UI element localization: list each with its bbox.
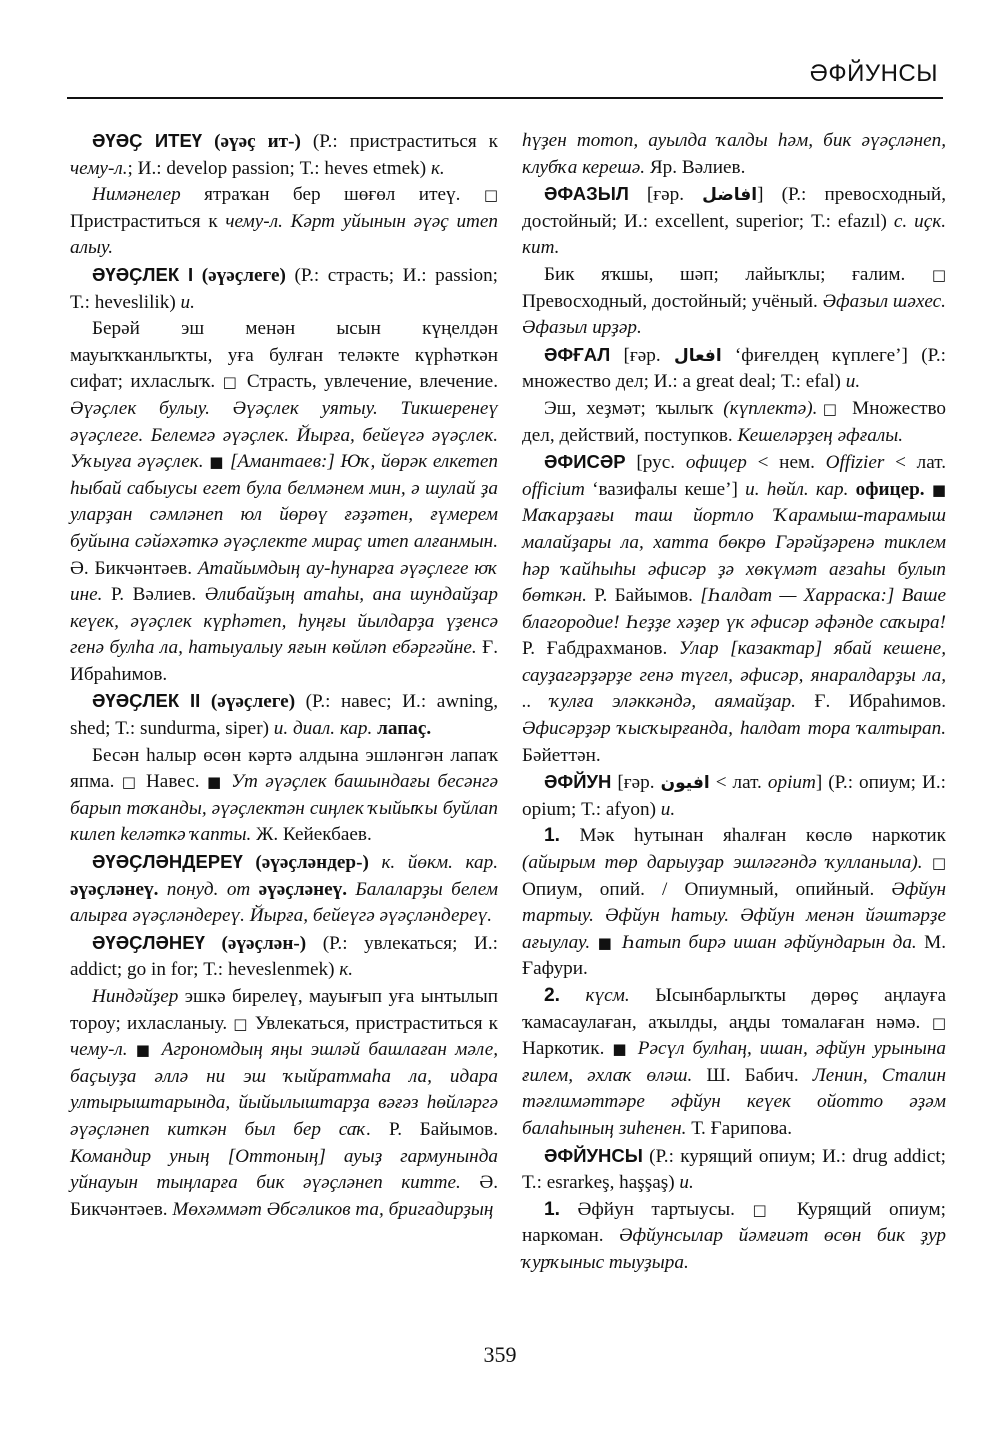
- left-column: [70, 128, 498, 1223]
- filled-square-icon: ■: [931, 480, 947, 499]
- open-square-icon: □: [121, 773, 139, 792]
- entry-afyunsy: ӘФЙУНСЫ (Р.: курящий опиум; И.: drug addict; Т.: esrarkeş, haşşaş) и.: [522, 1144, 946, 1194]
- grammatical-form: (әүәҫләндер-): [255, 852, 369, 874]
- part-of-speech: и.: [660, 798, 676, 820]
- definition: Бесән һалыр өсөн кәртә алдына эшләнгән лапаҡ япма. □ Навес. ■ Ут әүәҫлек башындағы бесәнгә барып тоҡанды, әүәҫлектән сиңлек ҡыйыҡы буйлап килеп keләткә ҡапты. Ж. Кейекбаев.: [70, 744, 498, 846]
- headword: ӘҮӘҪЛӘНЕҮ: [92, 931, 205, 953]
- filled-square-icon: ■: [206, 773, 224, 792]
- headword: ӘҮӘҪЛЕК I: [92, 263, 194, 285]
- citation-author: Ш. Бабич.: [692, 1064, 813, 1086]
- grammatical-form: (әүәҫлеге): [201, 264, 286, 286]
- citation: Рәсүл булһаң, ишан, әфйун урынына ғилем, әхлаҡ өләш.: [522, 1038, 946, 1086]
- entry-auaslaneu: ӘҮӘҪЛӘНЕҮ (әүәҫлән-) (Р.: увлекаться; И.: addict; go in for; Т.: heveslenmek) к.: [70, 931, 499, 981]
- open-square-icon: □: [931, 854, 946, 873]
- headword: ӘФЙУН: [544, 771, 612, 793]
- definition: Нимәнелер ятраҡан бер шөғөл итеү. □ Пристраститься к чему-л. Кәрт уйынын әүәҫ итеп алыу.: [70, 184, 499, 259]
- example: Әфйун тартыу. Әфйун һатыу. Әфйун менән йәштәрҙе ағыулау.: [522, 878, 946, 953]
- citation-author: Бәйеттән.: [522, 744, 601, 766]
- arabic-script: افاضل: [702, 185, 758, 206]
- example: Әфйунсылар йәмғиәт өсөн бик ҙур ҡурҡыныс тыуҙыра.: [522, 1225, 946, 1273]
- grammatical-form: (әүәҫ ит-): [214, 131, 301, 152]
- cross-reference: әүәҫләнеү.: [70, 878, 159, 900]
- entry-auaslek-2: ӘҮӘҪЛЕК II (әүәҫлеге) (Р.: навес; И.: awning, shed; Т.: sundurma, siper) и. диал. кар. лапаҫ.: [70, 690, 499, 740]
- citation-author: Ғ. Ибраһимов.: [795, 691, 946, 713]
- cross-reference: офицер.: [848, 478, 932, 500]
- etymology: [ғәр.: [610, 344, 674, 366]
- example: Әфазыл шәхес. Әфазыл ирҙәр.: [522, 290, 946, 339]
- part-of-speech: и.: [180, 291, 195, 313]
- open-square-icon: □: [931, 265, 946, 284]
- citation-author: Ж. Кейекбаев.: [251, 824, 372, 846]
- sense-1: 1. Әфйун тартыусы. □ Курящий опиум; наркоман. Әфйунсылар йәмғиәт өсөн бик ҙур ҡурҡыныс тыуҙыра.: [522, 1198, 946, 1273]
- citation: [Һалдат — Харраска:] Ваше благородие! Һеҙҙе хәҙер үк әфисәр әфәнде саҡыра!: [522, 585, 946, 633]
- citation-author: Р. Байымов.: [371, 1118, 499, 1140]
- definition: Эш, хеҙмәт; ҡылыҡ (күплектә).□ Множество дел, действий, поступков. Кешеләрҙең әфғалы.: [522, 397, 946, 446]
- etymology: [ғәр.: [611, 772, 661, 794]
- part-of-speech: и.: [679, 1172, 694, 1194]
- filled-square-icon: ■: [209, 453, 225, 472]
- entry-auaslek-1: ӘҮӘҪЛЕК I (әүәҫлеге) (Р.: страсть; И.: passion; Т.: heveslilik) и.: [70, 263, 499, 313]
- headword: ӘФЙУНСЫ: [544, 1144, 643, 1166]
- citation: Маҡарҙағы таш йортло Ҡарамыш-тарамыш малайҙары ла, хатта бөкрө Гәрәйҙәренә тиклем һәр ҡайһыһы әфисәр ҙә хөкүмәт ағзаһы булып бөткән.: [522, 505, 946, 607]
- header-rule: [67, 97, 943, 99]
- citation: Командир уның [Оттоның] ауыҙ гармунында уйнауын тыңларға бик әүәҫләнеп китте.: [70, 1145, 498, 1194]
- citation: Улар [казактар] ябай кешене, сауҙагәрҙәрҙе генә түгел, әфисәр, янаралдарҙы ла, .. ҡулға эләккәндә, аямайҙар.: [522, 638, 946, 713]
- citation-author: Р. Ғабдрахманов.: [522, 638, 679, 660]
- etymology: [ғәр.: [628, 184, 703, 206]
- filled-square-icon: ■: [135, 1041, 154, 1060]
- citation: [Амантаев:] Юҡ, йөрәк елкетеп һыбай сабыусы егет була белмәнем мин, ә шулай ҙа уларҙан сәмләнеп юл йөрөү ғәҙәтен, ғүмерем буйына сәйәхәткә әүәҫлекте мираҫ итеп алғанмын.: [70, 451, 498, 552]
- sense-1: 1. Мәк һутынан яһалған көслө наркотик (айырым төр дарыуҙар эшләгәндә ҡулланыла). □ Опиум, опий. / Опиумный, опийный. Әфйун тартыу. Әфйун һатыу. Әфйун менән йәштәрҙе ағыулау. ■ Һатып бирә ишан әфйундарын да. М. Ғафури.: [522, 825, 947, 980]
- example: Әүәҫлек булыу. Әүәҫлек уятыу. Тикшеренеү әүәҫлеге. Белемгә әүәҫлек. Йырға, бейеүгә әүәҫлек. Уҡыуға әүәҫлек.: [70, 397, 498, 473]
- sense-number: 1.: [544, 1198, 561, 1220]
- citation-author: Яр. Вәлиев.: [645, 156, 746, 178]
- entry-afisar: ӘФИСӘР [рус. офицер < нем. Offizier < лат. officium ‘вазифалы кеше’] и. һөйл. кар. офицер. ■ Маҡарҙағы таш йортло Ҡарамыш-тарамыш малайҙары ла, хатта бөкрө Гәрәйҙәренә тиклем һәр ҡайһыһы әфисәр ҙә хөкүмәт ағзаһы булып бөткән. Р. Байымов. [Һалдат — Харраска:] Ваше благородие! Һеҙҙе хәҙер үк әфисәр әфәнде саҡыра! Р. Ғабдрахманов. Улар [казактар] ябай кешене, сауҙагәрҙәрҙе генә түгел, әфисәр, янаралдарҙы ла, .. ҡулға эләккәндә, аямайҙар. Ғ. Ибраһимов. Әфисәрҙәр ҡысҡырғанда, һалдат тора ҡалтырап. Бәйеттән.: [522, 451, 947, 766]
- part-of-speech: и. һөйл. кар.: [745, 478, 849, 500]
- headword: ӘҮӘҪЛӘНДЕРЕҮ: [92, 851, 243, 873]
- headword: ӘҮӘҪЛЕК II: [92, 690, 201, 712]
- entry-auas-iteu: ӘҮӘҪ ИТЕҮ (әүәҫ ит-) (Р.: пристраститься к чему-л.; И.: develop passion; Т.: heves etmek) к.: [70, 130, 498, 179]
- entry-afgal: ӘФҒАЛ [ғәр. افعال ‘фиғелдең күплеге’] (Р.: множество дел; И.: a great deal; Т.: efal) и.: [522, 343, 946, 393]
- part-of-speech: к.: [339, 959, 354, 981]
- grammatical-form: (әүәҫлән-): [221, 932, 307, 954]
- citation-author: Ә. Бикчәнтәев.: [70, 1172, 498, 1220]
- entry-afazyl: ӘФАЗЫЛ [ғәр. افاضل] (Р.: превосходный, достойный; И.: excellent, superior; Т.: efazıl) с. иҫк. кит.: [522, 183, 946, 259]
- sense-number: 2.: [544, 985, 561, 1006]
- citation-author: Ғ. Ибраһимов.: [70, 637, 499, 685]
- definition: Берәй эш менән ысын күңелдән мауыҡҡанлыҡты, уға булған теләкте күрһәткән сифат; ихласлыҡ. □ Страсть, увлечение, влечение. Әүәҫлек булыу. Әүәҫлек уятыу. Тикшеренеү әүәҫлеге. Белемгә әүәҫлек. Йырға, бейеүгә әүәҫлек. Уҡыуға әүәҫлек. ■ [Амантаев:] Юҡ, йөрәк елкетеп һыбай сабыусы егет була белмәнем мин, ә шулай ҙа уларҙан сәмләнеп юл йөрөү ғәҙәтен, ғүмерем буйына сәйәхәткә әүәҫлекте мираҫ итеп алғанмын. Ә. Бикчәнтәев. Атайымдың ау-һунарға әүәҫлеге юҡ ине. Р. Вәлиев. Әлибайҙың атаһы, ана шундайҙар кеүек, әүәҫлек күрһәтеп, һуңғы йылдарҙа үҙенсә генә булһа ла, һатыуалыу яғын көйләп ебәргәйне. Ғ. Ибраһимов.: [70, 318, 499, 685]
- etymology: [рус.: [625, 452, 686, 474]
- citation: Мөхәммәт Әбсәликов та, бригадирҙың: [172, 1198, 494, 1220]
- citation: Әфисәрҙәр ҡысҡырғанда, һалдат тора ҡалтырап.: [522, 718, 946, 740]
- citation-author: Р. Байымов.: [586, 585, 701, 607]
- citation-author: Ә. Бикчәнтәев.: [70, 557, 198, 579]
- filled-square-icon: ■: [597, 933, 615, 952]
- part-of-speech: и. диал.: [273, 718, 336, 740]
- citation: Ленин, Сталин тәғлимәттәре әфйун кеүек ойотто әҙәм балаһының зиһенен.: [522, 1064, 946, 1139]
- citation: Агрономдың яңы эшләй башлаған мәле, баҫыуҙа әллә ни эш ҡыйратмаһа ла, идара ултырыштарында, йыйылыштарҙа вәғәз һөйләргә әүәҫләнеп киткән был бер саҡ.: [70, 1039, 499, 1140]
- citation: Атайымдың ау-һунарға әүәҫлеге юҡ ине.: [70, 557, 498, 606]
- sense-number: 1.: [544, 825, 561, 847]
- citation: Әлибайҙың атаһы, ана шундайҙар кеүек, әүәҫлек күрһәтеп, һуңғы йылдарҙа үҙенсә генә булһа ла, һатыуалыу яғын көйләп ебәргәйне.: [70, 584, 498, 659]
- arabic-script: افيون: [660, 773, 710, 794]
- continuation: [522, 128, 946, 181]
- headword: ӘФАЗЫЛ: [544, 183, 629, 205]
- headword: ӘҮӘҪ ИТЕҮ: [92, 130, 203, 151]
- citation-author: Р. Вәлиев.: [102, 584, 205, 606]
- example: Балаларҙы белем алырға әүәҫләндереү. Йырға, бейеүгә әүәҫләндереү.: [70, 878, 498, 927]
- citation-author: Т. Ғарипова.: [686, 1117, 793, 1139]
- example: Кәрт уйынын әүәҫ итеп алыу.: [70, 210, 499, 259]
- open-square-icon: □: [931, 1013, 946, 1032]
- citation: Ут әүәҫлек башындағы бесәнгә барып тоҡанды, әүәҫлектән сиңлек ҡыйыҡы буйлап килеп keләткә ҡапты.: [70, 771, 498, 846]
- example: Кешеләрҙең әфғалы.: [737, 424, 904, 446]
- part-of-speech: и.: [845, 371, 861, 393]
- open-square-icon: □: [222, 373, 240, 392]
- open-square-icon: □: [752, 1200, 780, 1219]
- part-of-speech: с. иҫк. кит.: [522, 210, 946, 259]
- open-square-icon: □: [233, 1014, 249, 1033]
- part-of-speech: к. йөкм.: [368, 852, 453, 874]
- running-head: ӘФЙУНСЫ: [809, 60, 938, 87]
- grammatical-form: (әүәҫлеге): [210, 691, 296, 713]
- sense-2: 2. күсм. Ысынбарлыҡты дөрөҫ аңлауға ҡамасаулаған, аҡылды, аңды томалаған нәмә. □ Наркотик. ■ Рәсүл булһаң, ишан, әфйун урынына ғилем, әхлаҡ өләш. Ш. Бабич. Ленин, Сталин тәғлимәттәре әфйун кеүек ойотто әҙәм балаһының зиһенен. Т. Ғарипова.: [522, 985, 946, 1139]
- open-square-icon: □: [483, 186, 498, 205]
- cross-reference: лапаҫ.: [372, 718, 432, 740]
- citation: Һатып бирә ишан әфйундарын да.: [621, 931, 917, 953]
- entry-afyun: ӘФЙУН [ғәр. افيون < лат. opium] (Р.: опиум; И.: opium; Т.: afyon) и.: [522, 771, 946, 820]
- headword: ӘФҒАЛ: [544, 343, 611, 365]
- definition: Ниндәйҙер эшкә бирелеү, мауығып уға ынтылып тороу; ихласланыу. □ Увлекаться, пристраститься к чему-л. ■ Агрономдың яңы эшләй башлаған мәле, баҫыуҙа әллә ни эш ҡыйратмаһа ла, идара ултырыштарында, йыйылыштарҙа вәғәз һөйләргә әүәҫләнеп киткән был бер саҡ. Р. Байымов. Командир уның [Оттоның] ауыҙ гармунында уйнауын тыңларға бик әүәҫләнеп китте. Ә. Бикчәнтәев. Мөхәммәт Әбсәликов та, бригадирҙың: [70, 986, 499, 1220]
- citation-author: М. Ғафури.: [522, 931, 947, 980]
- filled-square-icon: ■: [612, 1040, 630, 1059]
- part-of-speech: к.: [430, 157, 445, 179]
- headword: ӘФИСӘР: [544, 451, 626, 473]
- right-column: [522, 128, 946, 1277]
- open-square-icon: □: [817, 399, 843, 418]
- definition: Бик яҡшы, шәп; лайыҡлы; ғалим. □ Превосходный, достойный; учёный. Әфазыл шәхес. Әфазыл ирҙәр.: [522, 263, 946, 339]
- cross-reference: әүәҫләнеү.: [250, 878, 348, 900]
- entry-auaslanderey: ӘҮӘҪЛӘНДЕРЕҮ (әүәҫләндер-) к. йөкм. кар. әүәҫләнеү. понуд. от әүәҫләнеү. Балаларҙы белем алырға әүәҫләндереү. Йырға, бейеүгә әүәҫләндереү.: [70, 851, 499, 927]
- citation: һүҙен тотоп, ауылда ҡалды һәм, бик әүәҫләнеп, клубҡа керешә.: [522, 130, 946, 178]
- page-number: 359: [483, 1342, 517, 1367]
- arabic-script: افعال: [673, 345, 722, 366]
